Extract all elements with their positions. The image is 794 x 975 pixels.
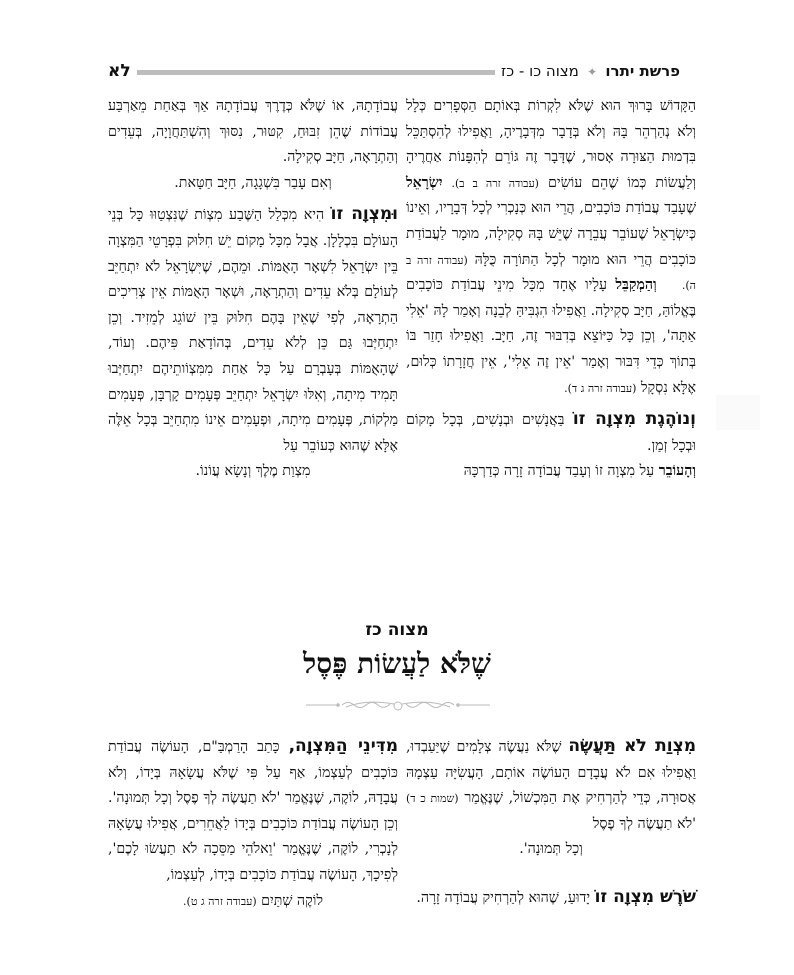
paragraph: וּמִצְוָה זוֹ הִיא מִכְּלַל הַשֶּׁבַע מִצְוֹת שֶׁנִּצְטַוּוּ כָּל בְּנֵי הָעוֹלָם בִּכְלָלָן. אֲבָל מִכָּל מָקוֹם יֵשׁ חִלּוּק בִּפְרָטֵי הַמִּצְוָה בֵּין יִשְׂרָאֵל לִשְׁאָר הָאֻמּוֹת. וּמֵהֶם, שֶׁיִּשְׂרָאֵל לֹא יִתְחַיֵּב לְעוֹלָם בְּלֹא עֵדִים וְהַתְרָאָה, וּשְׁאָר הָאֻמּוֹת אֵין צְרִיכִים הַתְרָאָה, לְפִי שֶׁאֵין בָּהֶם חִלּוּק בֵּין שׁוֹגֵג לְמֵזִיד. וְכֵן יִתְחַיְּבוּ גַּם כֵּן לְלֹא עֵדִים, בְּהוֹדָאַת פִּיהֶם. וְעוֹד, שֶׁהָאֻמּוֹת בְּעָבְרָם עַל כָּל אַחַת מִמִּצְוֹותֵיהֶם יִתְחַיְּבוּ תָּמִיד מִיתָה, וְאִלּוּ יִשְׂרָאֵל יִתְחַיֵּב פְּעָמִים קָרְבָּן, פְּעָמִים מַלְקוֹת, פְּעָמִים מִיתָה, וּפְעָמִים אֵינוֹ מִתְחַיֵּב בְּכָל אֵלֶּה אֶלָּא שֶׁהוּא כְּעוֹבֵר עַל xyxy=(108,204,398,454)
source-citation: (עבודה זרה ג ד). xyxy=(564,381,637,395)
paragraph: וְאִם עָבַר בִּשְׁגָגָה, חַיָּב חַטָּאת. xyxy=(174,174,332,191)
paragraph: הַקָּדוֹשׁ בָּרוּךְ הוּא שֶׁלֹּא לִקְרוֹת בְּאוֹתָם הַסְּפָרִים כְּלָל וְלֹא נְהַרְהֵר בָּהּ וְלֹא בְּדָבָר מִדְּבָרֶיהָ, וַאֲפִילוּ לְהִסְתַּכֵּל בִּדְמוּת הַצּוּרָה אָסוּר, שֶׁדָּבָר זֶה גּוֹרֵם לְהִפָּנוֹת אַחֲרֶיהָ וְלַעֲשׂוֹת כְּמוֹ שֶׁהֵם עוֹשִׂים (עבודה זרה ב ב). יִשְׂרָאֵל שֶׁעָבַד עֲבוֹדַת כּוֹכָבִים, הֲרֵי הוּא כְּנָכְרִי לְכָל דְּבָרָיו, וְאֵינוֹ כְּיִשְׂרָאֵל שֶׁעוֹבֵר עֲבֵרָה שֶׁיֵּשׁ בָּהּ סְקִילָה, מוּמָר לַעֲבוֹדַת כּוֹכָבִים הֲרֵי הוּא מוּמָר לְכָל הַתּוֹרָה כֻּלָּהּ (עבודה זרה ב ה). וְהַמְקַבֵּל עָלָיו אֶחָד מִכָּל מִינֵי עֲבוֹדַת כּוֹכָבִים בֶּאֱלוֹהַּ, חַיָּב סְקִילָה. וַאֲפִילוּ הִגְבִּיהַּ לְבֵנָה וְאָמַר לָהּ 'אֵלִי אַתָּה', וְכֵן כָּל כַּיּוֹצֵא בְּדִבּוּר זֶה, חַיָּב. וַאֲפִילוּ חָזַר בּוֹ בְּתוֹךְ כְּדֵי דִּבּוּר וְאָמַר 'אֵין זֶה אֵלִי', אֵין חֲזָרָתוֹ כְּלוּם, אֶלָּא נִסְקָל (עבודה זרה ג ד). xyxy=(406,98,697,396)
bold-term: וְהַמְקַבֵּל xyxy=(615,277,657,294)
section-lead: שֹׁרֶשׁ מִצְוָה זוֹ xyxy=(594,886,696,907)
paragraph: וְנוֹהֶגֶת מִצְוָה זוֹ בַּאֲנָשִׁים וּבְנָשִׁים, בְּכָל מָקוֹם וּבְכָל זְמַן. xyxy=(406,409,697,454)
bold-term: יִשְׂרָאֵל xyxy=(406,174,443,191)
page-number: לא xyxy=(108,61,131,81)
parsha-name: פרשת יתרו xyxy=(605,62,680,80)
paragraph-end: לוֹקֶה שְׁתַּיִם (עבודה זרה ג ט). xyxy=(183,892,323,909)
top-right-column xyxy=(406,94,696,485)
paragraph: מִצְוַת לֹא תַּעֲשֶׂה שֶׁלֹּא נַעֲשֶׂה צְלָמִים שֶׁיַּעַבְדוּ, וַאֲפִילוּ אִם לֹא עֲבָדָם הָעוֹשֶׂה אוֹתָם, הָעֲשִׂיָּה עַצְמָהּ אֲסוּרָה, כְּדֵי לְהַרְחִיק אֶת הַמִּכְשׁוֹל, שֶׁנֶּאֱמַר (שמות כ ד) 'לֹא תַעֲשֶׂה לְךָ פֶסֶל xyxy=(406,736,696,832)
source-citation: (עבודה זרה ג ט). xyxy=(183,894,257,908)
section-lead: מִצְוַת לֹא תַּעֲשֶׂה xyxy=(568,736,696,756)
running-title xyxy=(501,62,680,80)
mitzvah-range: מצוה כו - כז xyxy=(501,62,579,80)
bold-term: וְהָעוֹבֵר xyxy=(658,463,696,480)
top-left-column xyxy=(108,94,398,485)
bottom-left-column xyxy=(108,734,398,914)
faint-overlay xyxy=(716,395,760,430)
diamond-icon: ✦ xyxy=(587,65,598,79)
paragraph: שֹׁרֶשׁ מִצְוָה זוֹ יָדוּעַ, שֶׁהוּא לְהַרְחִיק עֲבוֹדָה זָרָה. xyxy=(416,886,696,907)
source-citation: (עבודה זרה ב ב). xyxy=(451,176,539,190)
running-header xyxy=(108,58,680,84)
section-lead: וְנוֹהֶגֶת מִצְוָה זוֹ xyxy=(572,409,697,430)
ornamental-divider-icon xyxy=(306,698,490,712)
header-rule xyxy=(137,70,495,75)
paragraph: עֲבוֹדָתָהּ, אוֹ שֶׁלֹּא כְּדֶרֶךְ עֲבוֹדָתָהּ אַךְ בְּאַחַת מֵאַרְבַּע עֲבוֹדוֹת שֶׁהֵן זִבּוּחַ, קִטּוּר, נִסּוּךְ וְהִשְׁתַּחֲוָיָה, בְּעֵדִים וְהַתְרָאָה, חַיָּב סְקִילָה. xyxy=(108,98,398,166)
mitzvah-name: שֶׁלֹּא לַעֲשׂוֹת פֶּסֶל xyxy=(303,647,491,680)
paragraph-end: וְכָל תְּמוּנָה'. xyxy=(519,841,583,858)
bottom-right-column xyxy=(406,734,696,912)
paragraph-end: מִצְוַת מֶלֶךְ וְנָשָׂא עֲוֹנוֹ. xyxy=(195,463,311,480)
paragraph: וְהָעוֹבֵר עַל מִצְוָה זוֹ וְעָבַד עֲבוֹדָה זָרָה כְּדַרְכָּהּ xyxy=(463,463,696,480)
mitzvah-heading xyxy=(0,618,794,684)
source-citation: (שמות כ ד) xyxy=(406,792,459,806)
paragraph: מִדִּינֵי הַמִּצְוָה, כָּתַב הָרַמְבַּ"ם, הָעוֹשֶׂה עֲבוֹדַת כּוֹכָבִים לְעַצְמוֹ, אַף עַל פִּי שֶׁלֹּא עֲשָׂאָהּ בְּיָדוֹ, וְלֹא עֲבָדָהּ, לוֹקֶה, שֶׁנֶּאֱמַר 'לֹא תַעֲשֶׂה לְךָ פֶסֶל וְכָל תְּמוּנָה'. וְכֵן הָעוֹשֶׂה עֲבוֹדַת כּוֹכָבִים בְּיָדוֹ לַאֲחֵרִים, אֲפִילוּ עֲשָׂאָהּ לְנָכְרִי, לוֹקֶה, שֶׁנֶּאֱמַר 'וֵאלֹהֵי מַסֵּכָה לֹא תַעֲשׂוּ לָכֶם', לְפִיכָךְ, הָעוֹשֶׂה עֲבוֹדַת כּוֹכָבִים בְּיָדוֹ, לְעַצְמוֹ, xyxy=(108,736,398,883)
source-citation: (עבודה זרה ב ה). xyxy=(406,253,696,293)
section-lead: מִדִּינֵי הַמִּצְוָה, xyxy=(288,736,398,756)
section-lead: וּמִצְוָה זוֹ xyxy=(330,204,398,225)
mitzvah-number: מצוה כז xyxy=(365,620,429,640)
